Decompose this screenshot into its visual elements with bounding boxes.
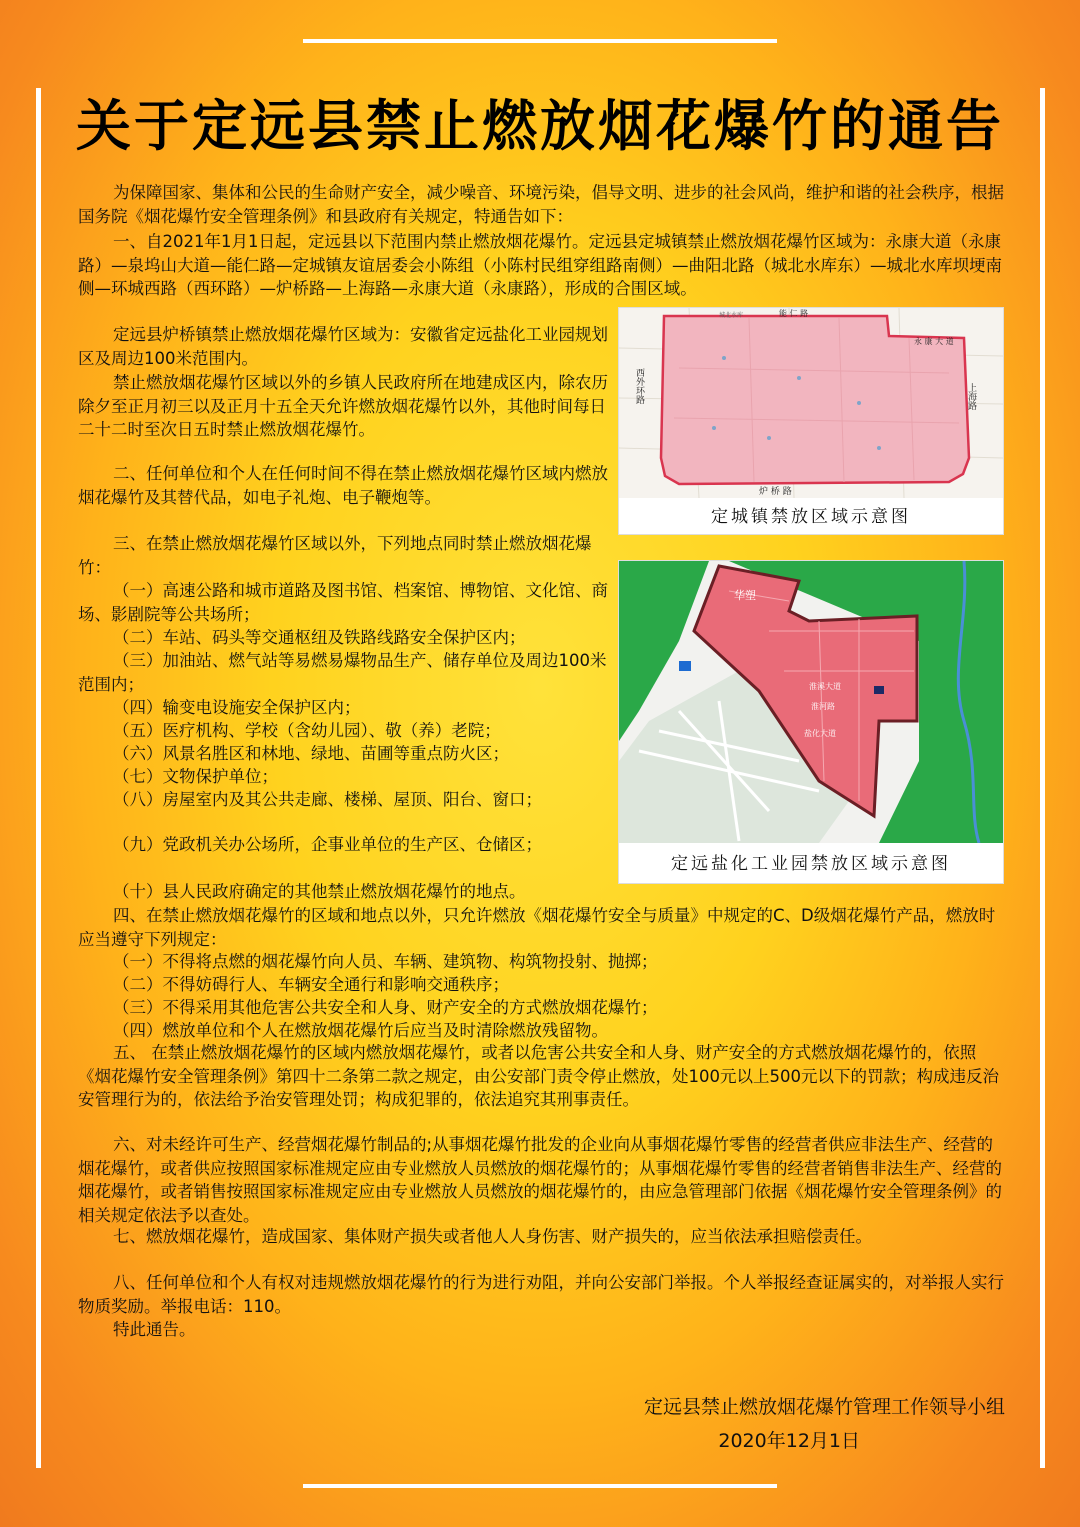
list-item-3-2: （二）车站、码头等交通枢纽及铁路线路安全保护区内；	[113, 628, 526, 647]
paragraph-section-6: 六、对未经许可生产、经营烟花爆竹制品的;从事烟花爆竹批发的企业向从事烟花爆竹零售的经营者供应非法生产、经营的烟花爆竹，或者供应按照国家标准规定应由专业燃放人员燃放的烟花爆竹的；从事烟花爆竹零售的经营者销售非法生产、经营的烟花爆竹，或者销售按照国家标准规定应由专业燃放人员燃放的烟花爆竹的，由应急管理部门依据《烟花爆竹安全管理条例》的相关规定依法予以查处。	[78, 1135, 1002, 1225]
map-dingcheng	[619, 308, 1003, 498]
map1-label-northwest: 城北水库	[719, 312, 744, 319]
paragraph-section-7: 七、燃放烟花爆竹，造成国家、集体财产损失或者他人人身伤害、财产损失的，应当依法承担赔偿责任。	[113, 1227, 872, 1246]
list-item-3-10: （十）县人民政府确定的其他禁止燃放烟花爆竹的地点。	[113, 882, 526, 901]
map1-label-west: 西外环路	[634, 368, 644, 404]
paragraph-section-8: 八、任何单位和个人有权对违规燃放烟花爆竹的行为进行劝阻，并向公安部门举报。个人举报经查证属实的，对举报人实行物质奖励。举报电话：110。	[78, 1273, 1004, 1316]
paragraph-section-1b: 定远县炉桥镇禁止燃放烟花爆竹区域为：安徽省定远盐化工业园规划区及周边100米范围内。	[78, 325, 608, 368]
paragraph-section-2: 二、任何单位和个人在任何时间不得在禁止燃放烟花爆竹区域内燃放烟花爆竹及其替代品，如电子礼炮、电子鞭炮等。	[78, 464, 608, 507]
list-item-3-8: （八）房屋室内及其公共走廊、楼梯、屋顶、阳台、窗口；	[113, 790, 542, 809]
list-item-3-5: （五）医疗机构、学校（含幼儿园）、敬（养）老院；	[113, 721, 501, 740]
map2-label-huasu: 华塑	[734, 589, 756, 602]
signature-organization: 定远县禁止燃放烟花爆竹管理工作领导小组	[643, 1396, 1005, 1418]
paragraph-intro: 为保障国家、集体和公民的生命财产安全，减少噪音、环境污染，倡导文明、进步的社会风尚，维护和谐的社会秩序，根据国务院《烟花爆竹安全管理条例》和县政府有关规定，特通告如下：	[78, 183, 1004, 226]
list-item-4-2: （二）不得妨碍行人、车辆安全通行和影响交通秩序；	[113, 975, 509, 994]
list-item-4-3: （三）不得采用其他危害公共安全和人身、财产安全的方式燃放烟花爆竹；	[113, 998, 658, 1017]
paragraph-section-1: 一、自2021年1月1日起，定远县以下范围内禁止燃放烟花爆竹。定远县定城镇禁止燃放烟花爆竹区域为：永康大道（永康路）—泉坞山大道—能仁路—定城镇友谊居委会小陈组（小陈村民组穿组路南侧）—曲阳北路（城北水库东）—城北水库坝埂南侧—环城西路（西环路）—炉桥路—上海路—永康大道（永康路），形成的合围区域。	[78, 232, 1002, 298]
map2-label-huaihe: 淮河路	[811, 702, 835, 711]
list-item-3-6: （六）风景名胜区和林地、绿地、苗圃等重点防火区；	[113, 744, 509, 763]
page-title: 关于定远县禁止燃放烟花爆竹的通告	[75, 94, 1004, 158]
paragraph-section-5: 五、 在禁止燃放烟花爆竹的区域内燃放烟花爆竹，或者以危害公共安全和人身、财产安全的方式燃放烟花爆竹的，依照《烟花爆竹安全管理条例》第四十二条第二款之规定，由公安部门责令停止燃放，处100元以上500元以下的罚款；构成违反治安管理行为的，依法给予治安管理处罚；构成犯罪的，依法追究其刑事责任。	[78, 1043, 999, 1109]
map1-caption: 定城镇禁放区域示意图	[711, 507, 911, 527]
signature-date: 2020年12月1日	[718, 1430, 860, 1452]
map1-label-east: 上海路	[966, 383, 976, 410]
map1-label-east-top: 永 康 大 道	[914, 337, 954, 346]
list-item-4-4: （四）燃放单位和个人在燃放烟花爆竹后应当及时清除燃放残留物。	[113, 1021, 608, 1040]
paragraph-closing: 特此通告。	[113, 1320, 196, 1339]
map2-label-huaixi: 淮溪大道	[809, 682, 841, 691]
list-item-3-3: （三）加油站、燃气站等易燃易爆物品生产、储存单位及周边100米范围内；	[78, 651, 607, 694]
paragraph-section-3: 三、在禁止燃放烟花爆竹区域以外，下列地点同时禁止燃放烟花爆竹：	[78, 534, 592, 577]
map1-label-south: 炉 桥 路	[759, 487, 792, 497]
map2-label-yanhua: 盐化大道	[804, 729, 836, 738]
map2-caption: 定远盐化工业园禁放区域示意图	[671, 854, 951, 874]
paragraph-section-4: 四、在禁止燃放烟花爆竹的区域和地点以外，只允许燃放《烟花爆竹安全与质量》中规定的C、D级烟花爆竹产品，燃放时应当遵守下列规定：	[78, 906, 996, 949]
top-decorative-line	[303, 39, 777, 43]
paragraph-section-1c: 禁止燃放烟花爆竹区域以外的乡镇人民政府所在地建成区内，除农历除夕至正月初三以及正月十五全天允许燃放烟花爆竹以外，其他时间每日二十二时至次日五时禁止燃放烟花爆竹。	[78, 373, 608, 439]
list-item-3-1: （一）高速公路和城市道路及图书馆、档案馆、博物馆、文化馆、商场、影剧院等公共场所；	[78, 581, 608, 624]
map1-label-north: 能 仁 路	[779, 309, 809, 318]
bottom-decorative-line	[303, 1484, 777, 1488]
list-item-3-7: （七）文物保护单位；	[113, 767, 278, 786]
right-decorative-bracket	[1040, 88, 1045, 1468]
map-dingcheng-figure	[618, 307, 1004, 535]
map-industrial-park-figure	[618, 560, 1004, 884]
list-item-3-4: （四）输变电设施安全保护区内；	[113, 698, 361, 717]
list-item-3-9: （九）党政机关办公场所，企事业单位的生产区、仓储区；	[113, 835, 542, 854]
left-decorative-bracket	[36, 88, 41, 1468]
map-industrial-park	[619, 561, 1003, 843]
list-item-4-1: （一）不得将点燃的烟花爆竹向人员、车辆、建筑物、构筑物投射、抛掷；	[113, 952, 658, 971]
